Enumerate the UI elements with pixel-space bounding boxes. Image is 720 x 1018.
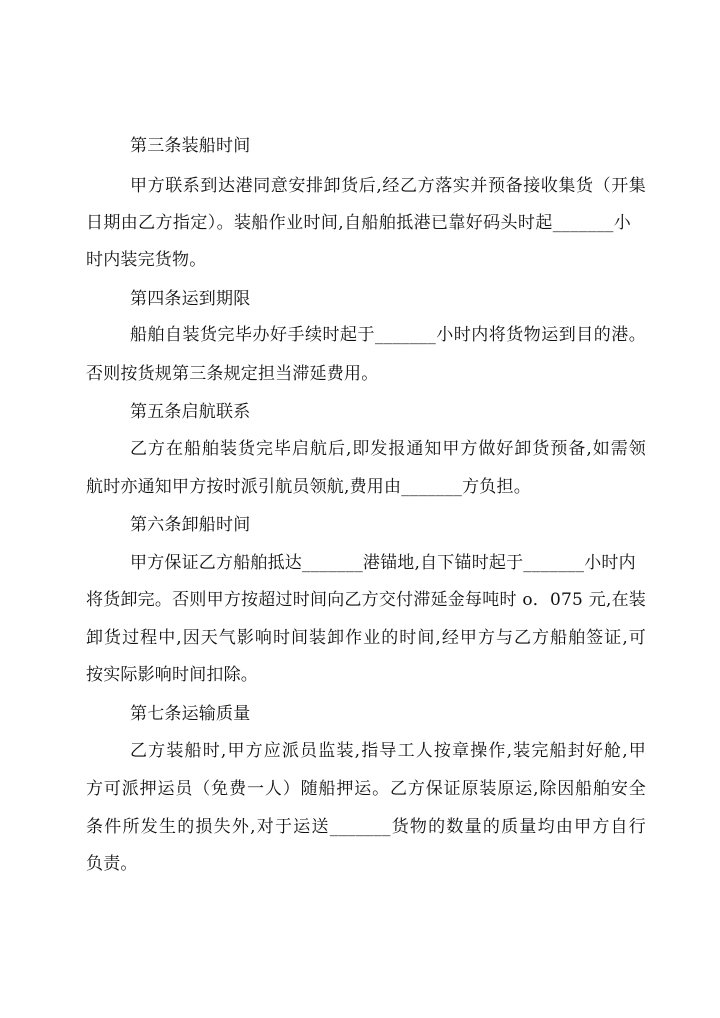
paragraph-line: 日期由乙方指定）。装船作业时间,自船舶抵港已靠好码头时起_______小 <box>86 213 631 233</box>
paragraph-line: 否则按货规第三条规定担当滞延费用。 <box>86 364 379 384</box>
paragraph-line: 方可派押运员（免费一人）随船押运。乙方保证原装原运,除因船舶安全 <box>86 779 646 799</box>
section-heading: 第四条运到期限 <box>130 289 251 309</box>
paragraph-line: 船舶自装货完毕办好手续时起于_______小时内将货物运到目的港。 <box>130 325 646 345</box>
paragraph-line: 甲方联系到达港同意安排卸货后,经乙方落实并预备接收集货（开集 <box>130 176 646 196</box>
paragraph-line: 航时亦通知甲方按时派引航员领航,费用由_______方负担。 <box>86 477 531 497</box>
section-heading: 第五条启航联系 <box>130 402 251 422</box>
paragraph-line: 甲方保证乙方船舶抵达_______港锚地,自下锚时起于_______小时内 <box>130 553 636 573</box>
paragraph-line: 时内装完货物。 <box>86 250 207 270</box>
section-heading: 第七条运输质量 <box>130 704 251 724</box>
paragraph-line: 将货卸完。否则甲方按超过时间向乙方交付滞延金每吨时 o．075 元,在装 <box>86 590 646 610</box>
paragraph-line: 条件所发生的损失外,对于运送_______货物的数量的质量均由甲方自行 <box>86 817 646 837</box>
paragraph-line: 负责。 <box>86 854 138 874</box>
section-heading: 第六条卸船时间 <box>130 515 251 535</box>
paragraph-line: 按实际影响时间扣除。 <box>86 665 258 685</box>
paragraph-line: 卸货过程中,因天气影响时间装卸作业的时间,经甲方与乙方船舶签证,可 <box>86 628 646 648</box>
paragraph-line: 乙方在船舶装货完毕启航后,即发报通知甲方做好卸货预备,如需领 <box>130 439 646 459</box>
paragraph-line: 乙方装船时,甲方应派员监装,指导工人按章操作,装完船封好舱,甲 <box>130 741 646 761</box>
section-heading: 第三条装船时间 <box>130 136 251 156</box>
